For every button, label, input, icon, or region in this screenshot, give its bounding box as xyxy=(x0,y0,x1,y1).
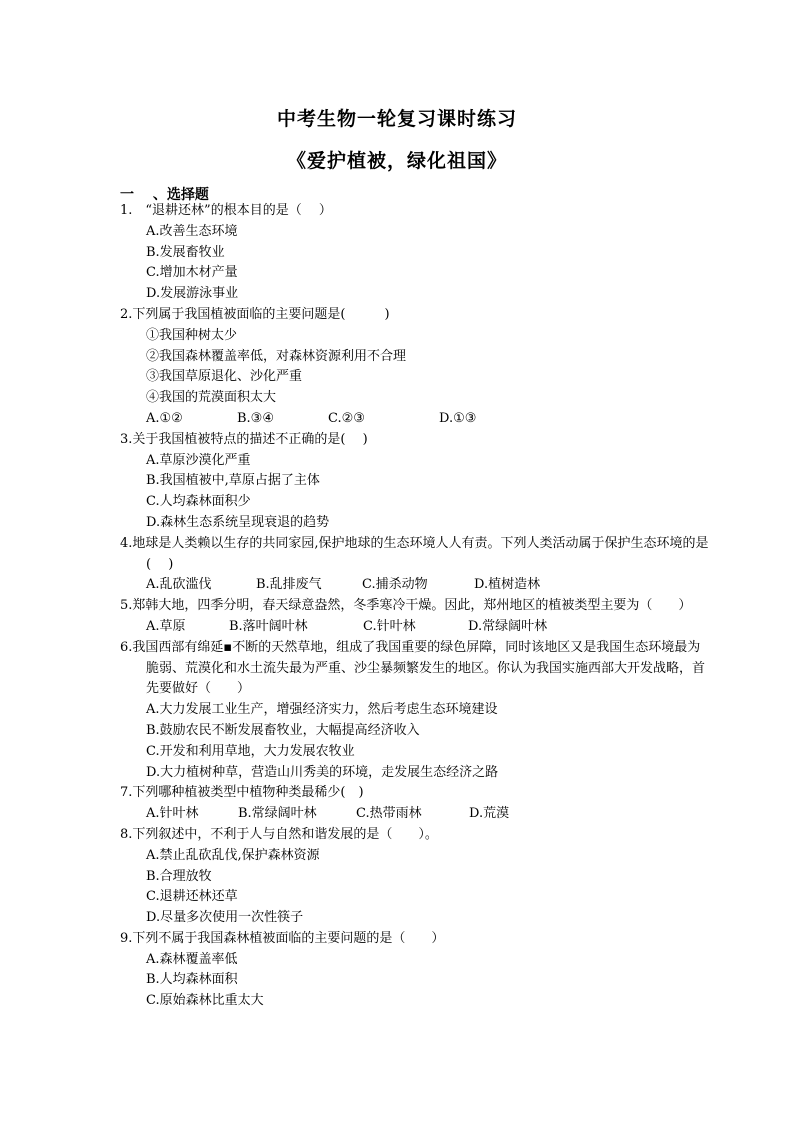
question-2 xyxy=(120,305,710,430)
question-1 xyxy=(120,201,710,305)
option: B.发展畜牧业 xyxy=(146,244,225,260)
option: A.针叶林 xyxy=(146,806,199,822)
option: B.落叶阔叶林 xyxy=(229,618,308,634)
option: D.荒漠 xyxy=(469,806,510,822)
option: C.增加木材产量 xyxy=(146,265,238,281)
section-heading: 一 、选择题 xyxy=(120,187,209,203)
question-7 xyxy=(120,783,710,825)
option: B.③④ xyxy=(237,410,274,426)
option: B.我国植被中,草原占据了主体 xyxy=(146,473,320,489)
option-row xyxy=(120,804,710,825)
option-row xyxy=(120,409,710,430)
option: B.合理放牧 xyxy=(146,868,212,884)
statement-item: ①我国种树太少 xyxy=(146,327,238,343)
question-list xyxy=(120,201,710,1012)
question-stem: 4.地球是人类赖以生存的共同家园,保护地球的生态环境人人有责。下列人类活动属于保护生态环境的是( ) xyxy=(120,535,709,572)
question-4 xyxy=(120,534,710,596)
question-stem: 5.郑韩大地，四季分明，春天绿意盎然，冬季寒冷干燥。因此，郑州地区的植被类型主要为（ ） xyxy=(120,598,692,614)
option: D.植树造林 xyxy=(474,577,541,593)
option: B.乱排废气 xyxy=(256,577,322,593)
option: B.常绿阔叶林 xyxy=(238,806,317,822)
option: C.退耕还林还草 xyxy=(146,889,238,905)
option-row xyxy=(120,575,710,596)
option: C.原始森林比重太大 xyxy=(146,993,264,1009)
statement-item: ②我国森林覆盖率低，对森林资源利用不合理 xyxy=(146,348,407,364)
question-stem: 2.下列属于我国植被面临的主要问题是( ) xyxy=(120,306,390,322)
option: A.乱砍滥伐 xyxy=(146,577,212,593)
option: C.开发和利用草地，大力发展农牧业 xyxy=(146,743,355,759)
option: A.草原沙漠化严重 xyxy=(146,452,251,468)
option: C.捕杀动物 xyxy=(362,577,428,593)
page-title: 中考生物一轮复习课时练习 xyxy=(276,108,517,130)
option: C.②③ xyxy=(328,410,365,426)
option: A.森林覆盖率低 xyxy=(146,951,238,967)
question-stem: 1. “退耕还林”的根本目的是（ ） xyxy=(120,203,332,218)
option: D.大力植树种草，营造山川秀美的环境，走发展生态经济之路 xyxy=(146,764,499,780)
option: B.人均森林面积 xyxy=(146,972,238,988)
option: A.改善生态环境 xyxy=(146,223,238,239)
option: C.人均森林面积少 xyxy=(146,494,251,510)
option: A.①② xyxy=(146,410,183,426)
option: B.鼓励农民不断发展畜牧业，大幅提高经济收入 xyxy=(146,722,420,738)
option-row xyxy=(120,617,710,638)
option: D.森林生态系统呈现衰退的趋势 xyxy=(146,514,330,530)
option: D.尽量多次使用一次性筷子 xyxy=(146,910,304,926)
question-stem: 3.关于我国植被特点的描述不正确的是( ) xyxy=(120,431,368,447)
option: D.发展游泳事业 xyxy=(146,286,239,302)
option: C.热带雨林 xyxy=(356,806,422,822)
question-3 xyxy=(120,430,710,534)
question-6 xyxy=(120,638,710,784)
question-8 xyxy=(120,825,710,929)
question-stem: 8.下列叙述中，不利于人与自然和谐发展的是（ ）。 xyxy=(120,826,438,842)
option: C.针叶林 xyxy=(363,618,416,634)
option: A.草原 xyxy=(146,618,186,634)
statement-item: ③我国草原退化、沙化严重 xyxy=(146,369,303,385)
question-stem: 6.我国西部有绵延▪不断的天然草地，组成了我国重要的绿色屏障，同时该地区又是我国生态环境最为脆弱、荒漠化和水土流失最为严重、沙尘暴频繁发生的地区。你认为我国实施西部大开发战略，首先要做好（ ） xyxy=(120,639,706,697)
question-stem: 7.下列哪种植被类型中植物种类最稀少( ) xyxy=(120,785,364,801)
option: A.禁止乱砍乱伐,保护森林资源 xyxy=(146,847,320,863)
question-9 xyxy=(120,929,710,1012)
option: D.①③ xyxy=(439,410,477,426)
statement-item: ④我国的荒漠面积太大 xyxy=(146,390,277,406)
question-5 xyxy=(120,596,710,638)
question-stem: 9.下列不属于我国森林植被面临的主要问题的是（ ） xyxy=(120,930,445,946)
option: D.常绿阔叶林 xyxy=(468,618,548,634)
page-subtitle: 《爱护植被，绿化祖国》 xyxy=(286,150,507,172)
option: A.大力发展工业生产，增强经济实力，然后考虑生态环境建设 xyxy=(146,702,498,718)
